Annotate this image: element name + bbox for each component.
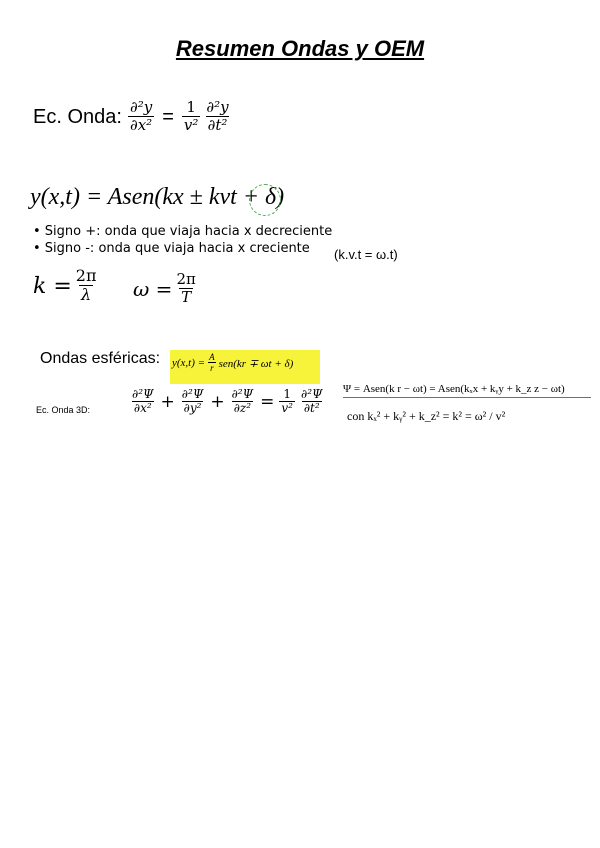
wave3d-label: Ec. Onda 3D:: [36, 405, 91, 415]
wave-lhs-numerator: ∂²y: [129, 98, 153, 116]
kv-highlight-circle: [249, 184, 281, 216]
wave-rhs-numerator: ∂²y: [206, 98, 229, 116]
wave3d-coef-num: 1: [283, 387, 291, 401]
spherical-numerator: A: [209, 352, 215, 362]
wave3d-term-z-den: ∂z²: [233, 400, 252, 415]
wave3d-coef: [279, 388, 295, 415]
wave3d-term-y: [180, 388, 206, 415]
wave-equation: [33, 100, 233, 134]
spherical-lhs: y(x,t) =: [172, 357, 206, 370]
spherical-label: Ondas esféricas:: [40, 350, 161, 367]
wave-lhs-denominator: ∂x²: [129, 115, 153, 134]
wave-equation-label: Ec. Onda:: [33, 105, 122, 128]
omega-denominator: T: [181, 287, 192, 306]
wave3d-term-y-den: ∂y²: [183, 400, 202, 415]
wave3d-term-x-num: ∂²Ψ: [132, 387, 154, 401]
wave3d-term-z: [230, 388, 256, 415]
wave-solution-right: t + δ): [230, 184, 285, 210]
omega-definition: [133, 272, 200, 306]
wave-lhs-fraction: [128, 100, 154, 134]
spherical-rhs: sen(kr ∓ ωt + δ): [218, 357, 294, 370]
wave3d-term-y-num: ∂²Ψ: [181, 387, 204, 401]
wave-rhs-denominator: ∂t²: [207, 115, 228, 134]
k-fraction: [74, 268, 99, 304]
k-denominator: λ: [81, 284, 92, 304]
wave-equals: =: [162, 105, 174, 128]
wave-solution-left: y(x,t) = Asen(kx ±: [30, 184, 209, 210]
k-lhs: k =: [33, 273, 72, 299]
wave-coef-fraction: [182, 100, 201, 134]
page-title: Resumen Ondas y OEM: [175, 36, 425, 61]
wave-coef-denominator: v²: [183, 115, 199, 134]
omega-fraction: [174, 272, 197, 306]
wave-solution: [30, 184, 284, 211]
bullet-sign-minus: • Signo -: onda que viaja hacia x creciente: [33, 241, 310, 256]
wave3d-term-z-num: ∂²Ψ: [231, 387, 254, 401]
wave3d-term-t-num: ∂²Ψ: [300, 387, 323, 401]
omega-numerator: 2π: [176, 270, 196, 288]
bullet-sign-plus: • Signo +: onda que viaja hacia x decreciente: [33, 224, 333, 239]
wave3d-term-x: [130, 388, 156, 415]
wave-solution-kv: kv: [208, 184, 231, 210]
kvt-note: (k.v.t = ω.t): [334, 247, 398, 262]
wave3d-equation: [128, 388, 327, 415]
wavevector-relation: con kₓ² + kᵧ² + k_z² = k² = ω² / v²: [347, 409, 506, 423]
wave3d-plus-2: +: [210, 391, 225, 412]
wave3d-term-x-den: ∂x²: [133, 400, 152, 415]
spherical-fraction: [207, 353, 217, 374]
wave-coef-numerator: 1: [186, 98, 196, 116]
k-definition: [33, 268, 100, 304]
omega-lhs: ω =: [133, 277, 173, 301]
spherical-equation: [172, 353, 293, 374]
spherical-denominator: r: [210, 363, 214, 374]
wave3d-term-t: [299, 388, 325, 415]
wave3d-term-t-den: ∂t²: [303, 400, 320, 415]
k-numerator: 2π: [75, 266, 97, 285]
wave3d-equals: =: [260, 391, 275, 412]
psi-solution: Ψ = Asen(k r − ωt) = Asen(kₓx + kᵧy + k_z z − ωt): [343, 383, 591, 398]
wave3d-coef-den: v²: [281, 400, 293, 415]
wave-rhs-fraction: [204, 100, 230, 134]
wave3d-plus-1: +: [160, 391, 175, 412]
